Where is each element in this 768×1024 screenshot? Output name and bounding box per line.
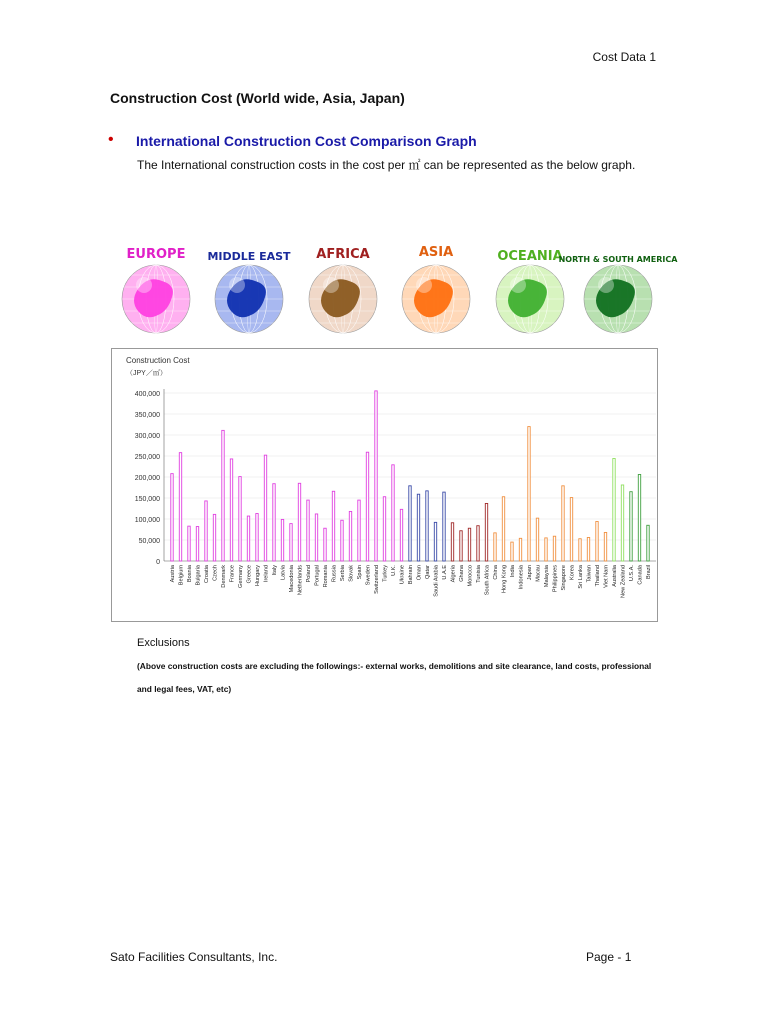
y-tick-label: 250,000 — [134, 454, 160, 461]
bar — [426, 491, 428, 561]
bar — [579, 539, 581, 561]
x-tick-label: U.K. — [391, 565, 397, 576]
bar — [273, 484, 275, 561]
globe-label-2: AFRICA — [316, 247, 370, 262]
bar — [358, 500, 360, 561]
y-axis-title: Construction Cost — [126, 356, 190, 365]
x-tick-label: Korea — [569, 565, 576, 580]
bar — [443, 492, 445, 561]
x-tick-label: Malaysia — [544, 565, 550, 588]
bar — [315, 514, 317, 561]
x-tick-label: Algeria — [450, 565, 457, 583]
x-tick-label: Netherlands — [297, 565, 304, 596]
x-tick-label: Spain — [357, 565, 363, 580]
bar — [647, 525, 649, 561]
bar — [434, 522, 436, 561]
x-tick-label: Portugal — [314, 565, 321, 586]
exclusions-title: Exclusions — [137, 637, 190, 649]
x-tick-label: Hong Kong — [501, 565, 508, 593]
x-tick-label: Hungary — [255, 565, 261, 587]
x-tick-label: Romania — [323, 565, 329, 588]
x-tick-label: Philippines — [552, 565, 559, 593]
x-tick-label: Macau — [535, 565, 542, 582]
x-tick-label: India — [510, 565, 516, 578]
x-tick-label: Serbia — [340, 565, 346, 582]
y-tick-label: 0 — [156, 559, 160, 566]
x-tick-label: New Zealand — [620, 565, 627, 598]
bar — [222, 430, 224, 561]
bar — [375, 391, 377, 561]
intro-paragraph: The International construction costs in the cost per ㎡ can be represented as the below graph. — [137, 158, 636, 172]
y-tick-label: 350,000 — [134, 412, 160, 419]
bar — [604, 532, 606, 561]
footer-page-number: Page - 1 — [586, 950, 632, 964]
x-tick-label: Sri Lanka — [578, 565, 584, 589]
globe-3 — [402, 245, 470, 333]
globe-4 — [496, 249, 564, 333]
bar — [485, 503, 487, 561]
bar — [239, 477, 241, 561]
bar — [417, 494, 419, 561]
bar — [366, 452, 368, 561]
bar — [341, 520, 343, 561]
y-tick-label: 300,000 — [134, 433, 160, 440]
x-tick-label: Latvia — [280, 565, 287, 580]
x-tick-label: Morocco — [467, 565, 474, 587]
bar — [196, 527, 198, 561]
bar — [383, 497, 385, 561]
bar — [630, 492, 632, 561]
bar — [171, 474, 173, 561]
globe-label-3: ASIA — [418, 245, 454, 260]
region-globes — [112, 232, 678, 337]
x-tick-label: Oman — [416, 565, 423, 581]
x-tick-label: Slovak — [348, 565, 355, 582]
y-tick-label: 400,000 — [134, 391, 160, 398]
x-tick-label: Qatar — [425, 565, 431, 579]
globe-1 — [207, 250, 291, 333]
bar — [638, 474, 640, 561]
bar — [264, 455, 266, 561]
bar — [213, 514, 215, 561]
x-tick-label: Bahrain — [408, 565, 414, 585]
bar — [230, 459, 232, 561]
cost-chart-frame — [111, 348, 658, 622]
bar — [256, 514, 258, 561]
x-tick-label: Viet Nam — [603, 565, 610, 588]
x-tick-label: Russia — [331, 565, 338, 583]
x-tick-label: Germany — [238, 565, 244, 589]
bar — [621, 485, 623, 561]
x-tick-label: Belgium — [178, 565, 185, 586]
x-tick-label: France — [229, 565, 236, 583]
x-tick-label: Italy — [272, 565, 278, 576]
globe-0 — [122, 247, 190, 333]
bar — [324, 528, 326, 561]
bar — [205, 501, 207, 561]
globe-label-4: OCEANIA — [497, 249, 563, 264]
x-tick-label: Brazil — [646, 565, 652, 579]
bar — [451, 523, 453, 561]
globe-label-0: EUROPE — [126, 247, 186, 262]
x-tick-label: Ukraine — [399, 565, 406, 585]
bar — [553, 536, 555, 561]
x-tick-label: Singapore — [561, 565, 567, 591]
bar — [332, 491, 334, 561]
globe-label-1: MIDDLE EAST — [207, 250, 291, 263]
globe-2 — [309, 247, 377, 333]
y-tick-label: 50,000 — [138, 538, 160, 545]
bar — [494, 533, 496, 561]
bar — [400, 509, 402, 561]
x-tick-label: South Africa — [484, 565, 491, 596]
bar — [307, 500, 309, 561]
x-tick-label: Ghana — [459, 565, 465, 582]
bar — [502, 497, 504, 561]
bar — [298, 483, 300, 561]
bar — [247, 516, 249, 561]
bar — [545, 538, 547, 561]
x-tick-label: Canada — [637, 565, 644, 585]
x-tick-label: Poland — [306, 565, 312, 583]
x-tick-label: Ireland — [263, 565, 270, 583]
bar — [570, 498, 572, 561]
globe-label-5: NORTH & SOUTH AMERICA — [558, 255, 678, 264]
bar — [511, 542, 513, 561]
y-tick-label: 200,000 — [134, 475, 160, 482]
x-tick-label: U.A.E — [442, 565, 448, 580]
x-tick-label: Greece — [246, 565, 253, 584]
bar — [477, 526, 479, 561]
header-doc-label: Cost Data 1 — [592, 50, 656, 64]
bar — [188, 526, 190, 561]
bar — [179, 453, 181, 561]
bar — [290, 524, 292, 561]
bar — [613, 459, 615, 561]
x-tick-label: Japan — [527, 565, 533, 581]
x-tick-label: Macedonia — [289, 565, 295, 593]
bar — [460, 531, 462, 561]
x-tick-label: Indonesia — [518, 565, 525, 590]
y-tick-label: 100,000 — [134, 517, 160, 524]
x-tick-label: Thailand — [595, 565, 601, 587]
x-tick-label: Taiwan — [586, 565, 593, 583]
x-tick-label: Switzerland — [374, 565, 380, 594]
bar — [349, 511, 351, 561]
x-tick-label: Australia — [612, 565, 618, 587]
x-tick-label: Czech — [212, 565, 219, 581]
bar — [596, 522, 598, 561]
x-tick-label: U.S.A. — [629, 565, 635, 582]
x-tick-label: Turkey — [382, 565, 389, 582]
bar — [587, 537, 589, 561]
x-tick-label: Bosnia — [187, 565, 193, 583]
x-tick-label: Sweden — [365, 565, 372, 586]
bullet-marker: • — [108, 131, 114, 148]
y-axis-unit: （JPY／㎡） — [126, 370, 167, 377]
x-tick-label: Denmark — [221, 565, 227, 588]
footer-company: Sato Facilities Consultants, Inc. — [110, 950, 278, 964]
bar — [392, 465, 394, 561]
bar — [409, 486, 411, 561]
bar — [562, 486, 564, 561]
y-tick-label: 150,000 — [134, 496, 160, 503]
page-title: Construction Cost (World wide, Asia, Japan) — [110, 90, 405, 106]
cost-bar-chart — [112, 349, 657, 621]
x-tick-label: Austria — [170, 565, 176, 583]
x-tick-label: China — [493, 565, 499, 580]
exclusions-text: (Above construction costs are excluding the followings:- external works, demolitions and site clearance, land costs, professional and legal fees, VAT, etc) — [137, 661, 652, 694]
x-tick-label: Tunisia — [476, 565, 482, 583]
x-tick-label: Croatia — [204, 565, 210, 584]
bar — [536, 518, 538, 561]
bar — [281, 519, 283, 561]
bar — [528, 427, 530, 561]
x-tick-label: Bulgaria — [195, 565, 202, 586]
bar — [519, 538, 521, 561]
x-tick-label: Saudi Arabia — [433, 565, 440, 597]
bar — [468, 528, 470, 561]
globe-5 — [559, 255, 679, 333]
section-heading: International Construction Cost Comparison Graph — [136, 133, 477, 149]
